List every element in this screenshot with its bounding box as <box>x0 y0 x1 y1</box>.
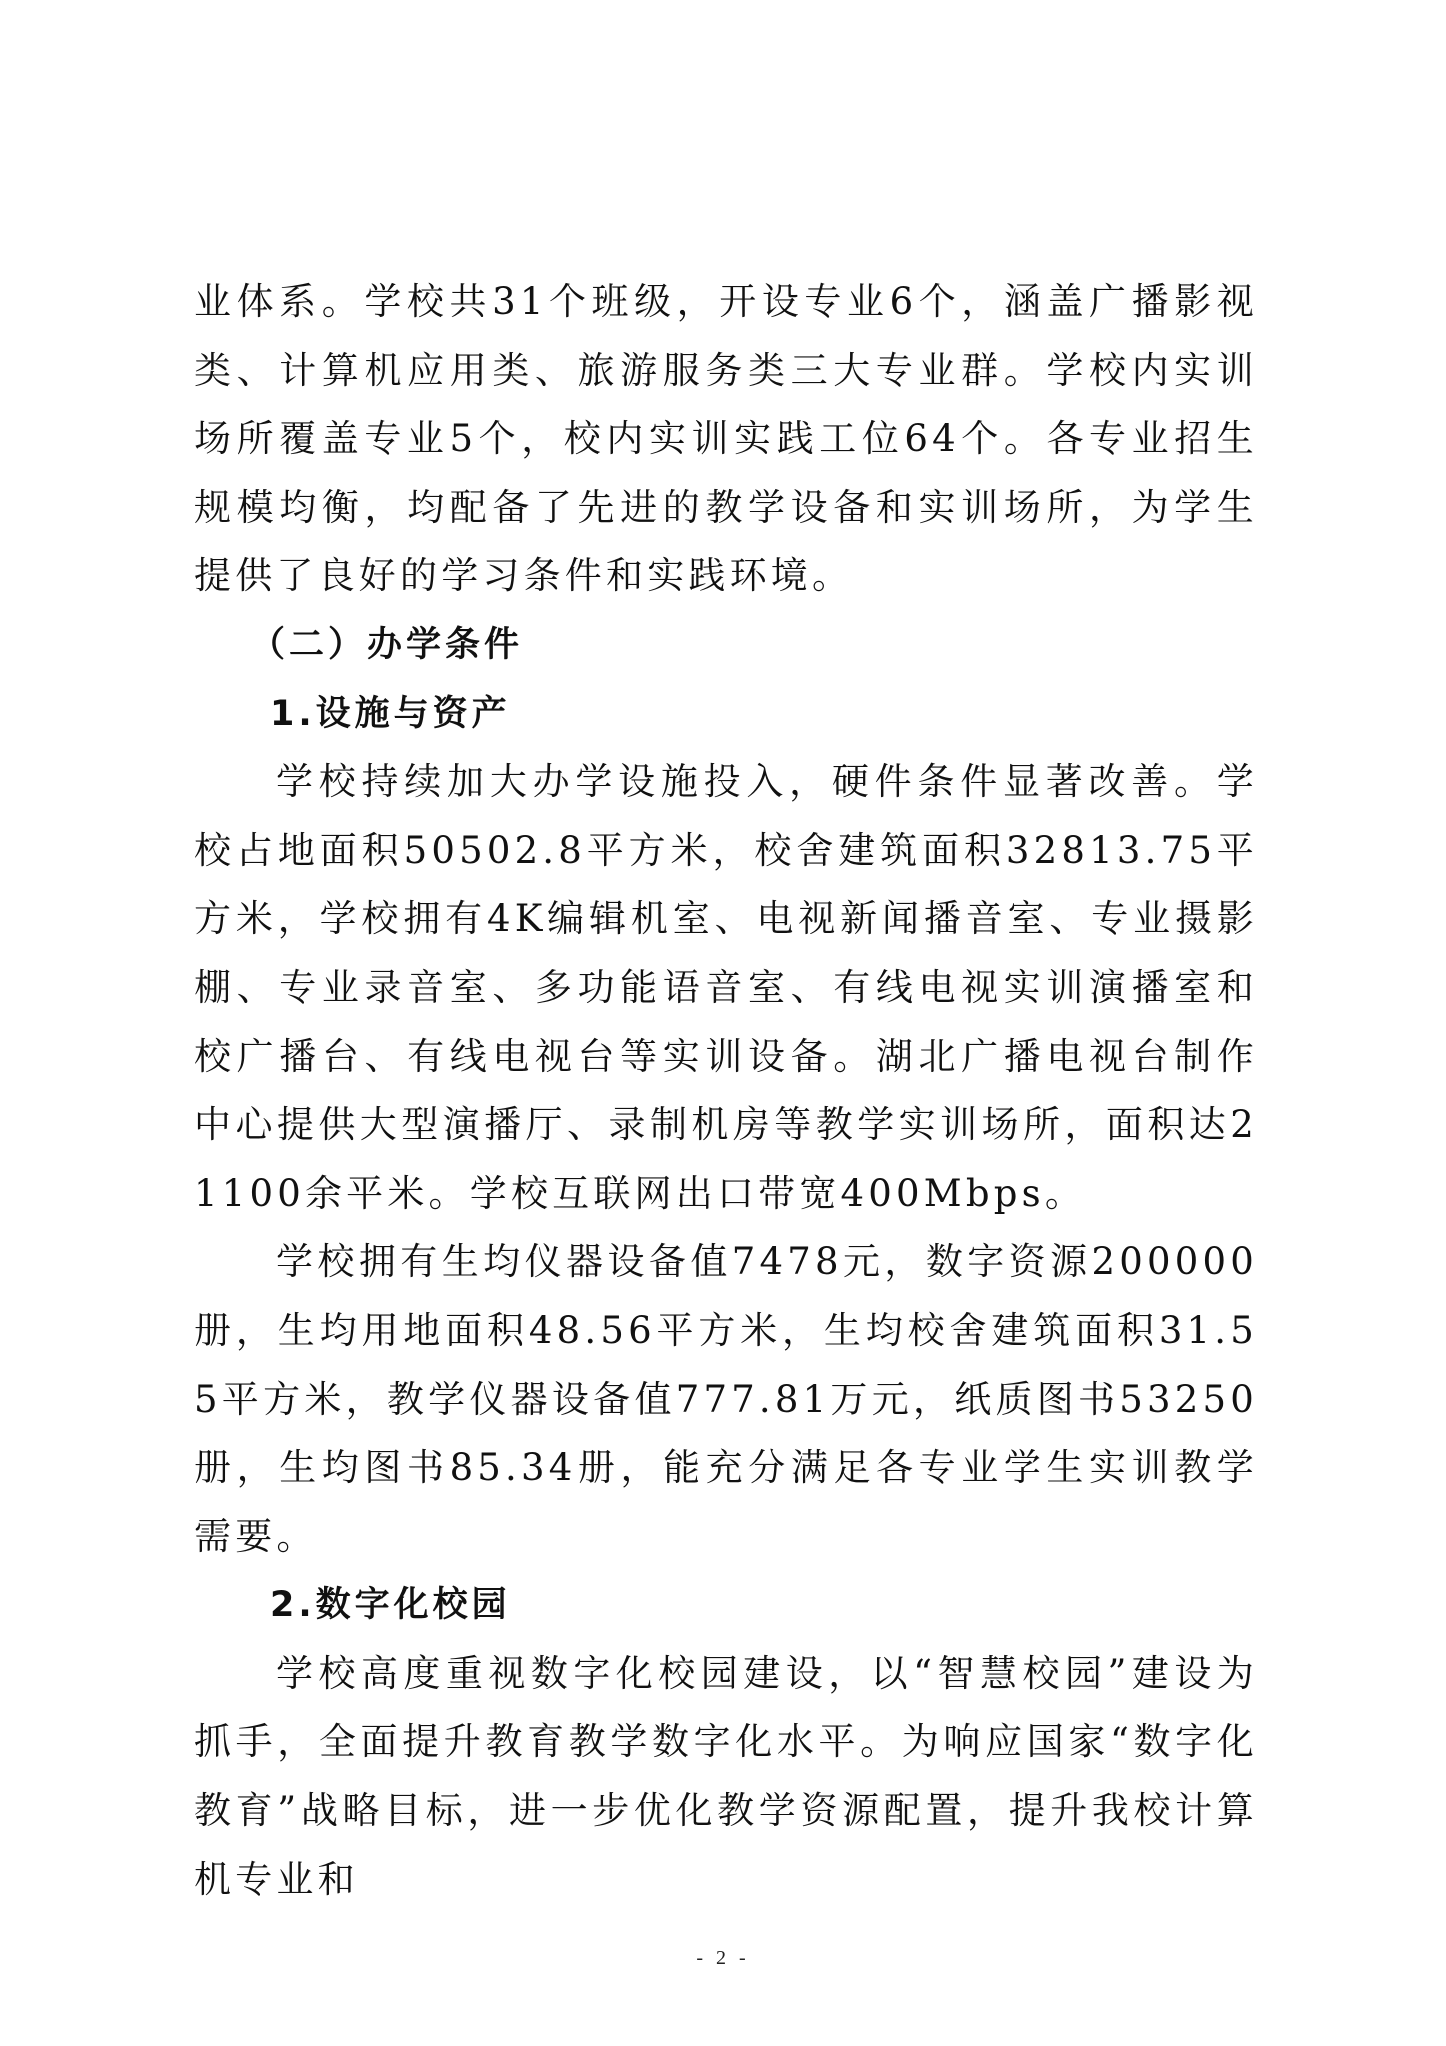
section-heading-school-conditions: （二）办学条件 <box>250 624 524 665</box>
paragraph-program-overview: 业体系。学校共31个班级，开设专业6个，涵盖广播影视类、计算机应用类、旅游服务类三大专业群。学校内实训场所覆盖专业5个，校内实训实践工位64个。各专业招生规模均衡，均配备了先进的教学设备和实训场所，为学生提供了良好的学习条件和实践环境。 <box>194 280 1258 598</box>
paragraph-equipment-stats: 学校拥有生均仪器设备值7478元，数字资源200000册，生均用地面积48.56平方米，生均校舍建筑面积31.55平方米，教学仪器设备值777.81万元，纸质图书53250册，生均图书85.34册，能充分满足各专业学生实训教学需要。 <box>194 1240 1258 1558</box>
page-number: - 2 - <box>696 1947 750 1969</box>
paragraph-digital-campus: 学校高度重视数字化校园建设，以“智慧校园”建设为抓手，全面提升教育教学数字化水平。为响应国家“数字化教育”战略目标，进一步优化教学资源配置，提升我校计算机专业和 <box>194 1651 1258 1901</box>
subsection-heading-digital-campus: 2.数字化校园 <box>270 1585 511 1626</box>
paragraph-facilities: 学校持续加大办学设施投入，硬件条件显著改善。学校占地面积50502.8平方米，校舍建筑面积32813.75平方米，学校拥有4K编辑机室、电视新闻播音室、专业摄影棚、专业录音室、多功能语音室、有线电视实训演播室和校广播台、有线电视台等实训设备。湖北广播电视台制作中心提供大型演播厅、录制机房等教学实训场所，面积达21100余平米。学校互联网出口带宽400Mbps。 <box>194 760 1258 1215</box>
subsection-heading-facilities-assets: 1.设施与资产 <box>270 693 511 734</box>
document-page <box>194 268 1258 1914</box>
